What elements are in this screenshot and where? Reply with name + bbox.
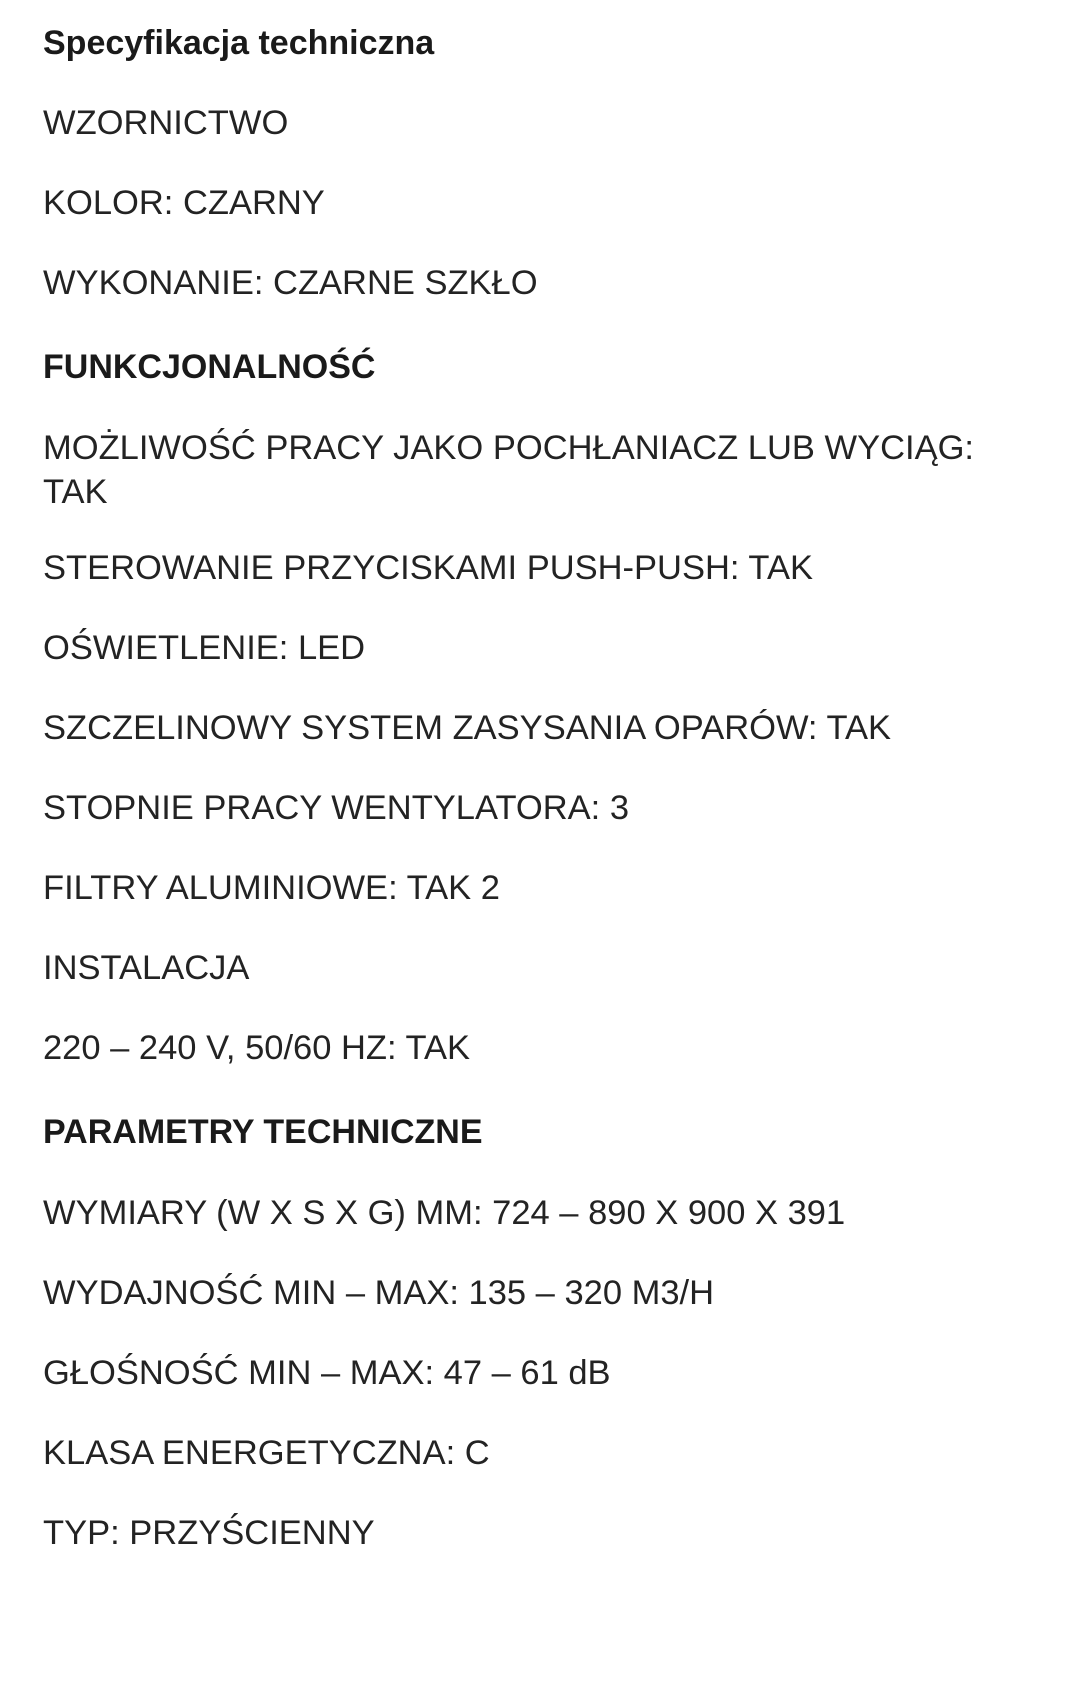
section-heading-instalacja: INSTALACJA	[43, 949, 250, 987]
spec-item-oswietlenie: OŚWIETLENIE: LED	[43, 629, 366, 667]
spec-item-sterowanie: STEROWANIE PRZYCISKAMI PUSH-PUSH: TAK	[43, 549, 813, 587]
section-heading-funkcjonalnosc: FUNKCJONALNOŚĆ	[43, 348, 376, 386]
spec-item-wykonanie: WYKONANIE: CZARNE SZKŁO	[43, 264, 538, 302]
section-heading-wzornictwo: WZORNICTWO	[43, 104, 289, 142]
spec-item-zasilanie: 220 – 240 V, 50/60 HZ: TAK	[43, 1029, 471, 1067]
spec-item-glosnosc: GŁOŚNOŚĆ MIN – MAX: 47 – 61 dB	[43, 1354, 611, 1392]
spec-item-wydajnosc: WYDAJNOŚĆ MIN – MAX: 135 – 320 M3/H	[43, 1274, 715, 1312]
spec-item-filtry: FILTRY ALUMINIOWE: TAK 2	[43, 869, 500, 907]
spec-item-wymiary: WYMIARY (W X S X G) MM: 724 – 890 X 900 X 391	[43, 1194, 846, 1232]
page-title: Specyfikacja techniczna	[43, 24, 435, 62]
section-heading-parametry: PARAMETRY TECHNICZNE	[43, 1113, 483, 1151]
spec-item-klasa: KLASA ENERGETYCZNA: C	[43, 1434, 490, 1472]
spec-item-kolor: KOLOR: CZARNY	[43, 184, 325, 222]
spec-item-praca: MOŻLIWOŚĆ PRACY JAKO POCHŁANIACZ LUB WYCIĄG: TAK	[43, 429, 975, 511]
spec-item-zasysanie: SZCZELINOWY SYSTEM ZASYSANIA OPARÓW: TAK	[43, 709, 891, 747]
spec-item-typ: TYP: PRZYŚCIENNY	[43, 1514, 375, 1552]
spec-item-stopnie: STOPNIE PRACY WENTYLATORA: 3	[43, 789, 630, 827]
